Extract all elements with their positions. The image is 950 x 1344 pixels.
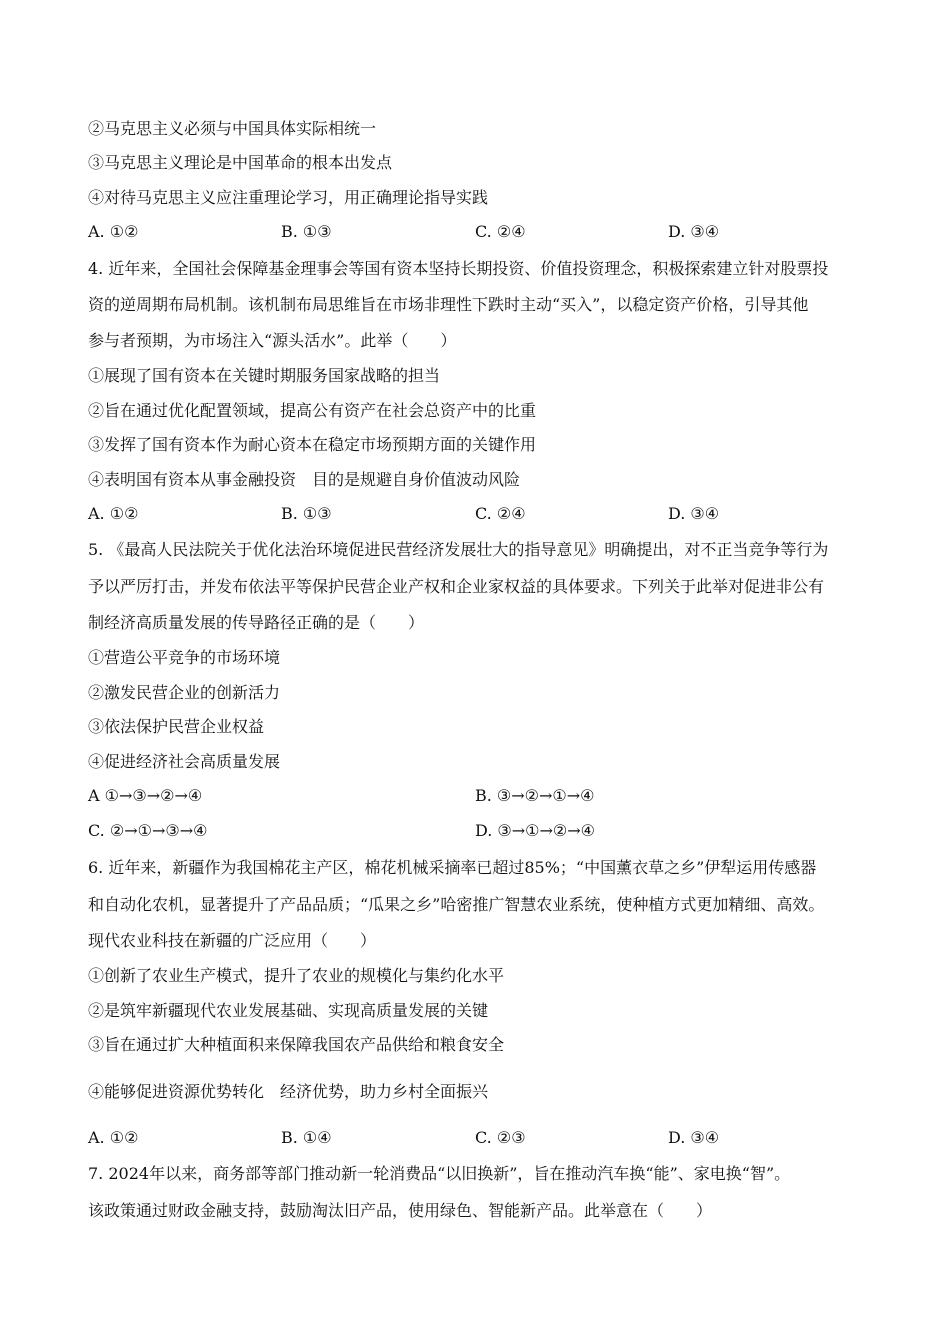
q4-stem-line-2: 资的逆周期布局机制。该机制布局思维旨在市场非理性下跌时主动“买入”，以稳定资产价格，引导其他 <box>88 295 809 314</box>
q5-item-2: ②激发民营企业的创新活力 <box>88 683 281 702</box>
q7-stem-line-2: 该政策通过财政金融支持，鼓励淘汰旧产品，使用绿色、智能新产品。此举意在（ ） <box>88 1201 713 1220</box>
q4-stem-line-1: 4. 近年来，全国社会保障基金理事会等国有资本坚持长期投资、价值投资理念，积极探索建立针对股票投 <box>88 259 829 278</box>
q5-item-3: ③依法保护民营企业权益 <box>88 717 265 736</box>
q6-option-c: C. ②③ <box>475 1128 526 1147</box>
q3-option-b: B. ①③ <box>281 222 332 241</box>
q6-option-b: B. ①④ <box>281 1128 332 1147</box>
q3-item-3: ③马克思主义理论是中国革命的根本出发点 <box>88 153 393 172</box>
q6-option-a: A. ①② <box>88 1128 139 1147</box>
q4-option-d: D. ③④ <box>668 504 720 523</box>
q5-item-1: ①营造公平竞争的市场环境 <box>88 648 281 667</box>
q6-stem-line-3: 现代农业科技在新疆的广泛应用（ ） <box>88 931 377 950</box>
q6-option-d: D. ③④ <box>668 1128 720 1147</box>
q3-item-4: ④对待马克思主义应注重理论学习，用正确理论指导实践 <box>88 188 489 207</box>
q3-item-2: ②马克思主义必须与中国具体实际相统一 <box>88 119 377 138</box>
q6-stem-line-1: 6. 近年来，新疆作为我国棉花主产区，棉花机械采摘率已超过85%；“中国薰衣草之乡”伊犁运用传感器 <box>88 858 817 877</box>
q4-option-c: C. ②④ <box>475 504 526 523</box>
q4-item-1: ①展现了国有资本在关键时期服务国家战略的担当 <box>88 366 441 385</box>
q6-stem-line-2: 和自动化农机，显著提升了产品品质；“瓜果之乡”哈密推广智慧农业系统，使种植方式更加精细、高效。 <box>88 895 825 914</box>
q5-stem-line-2: 予以严厉打击，并发布依法平等保护民营企业产权和企业家权益的具体要求。下列关于此举对促进非公有 <box>88 577 825 596</box>
q6-item-1: ①创新了农业生产模式，提升了农业的规模化与集约化水平 <box>88 966 505 985</box>
q5-item-4: ④促进经济社会高质量发展 <box>88 752 281 771</box>
q7-stem-line-1: 7. 2024年以来，商务部等部门推动新一轮消费品“以旧换新”，旨在推动汽车换“能”、家电换“智”。 <box>88 1164 791 1183</box>
q4-option-a: A. ①② <box>88 504 139 523</box>
q6-item-4: ④能够促进资源优势转化 经济优势，助力乡村全面振兴 <box>88 1082 489 1101</box>
q4-stem-line-3: 参与者预期，为市场注入“源头活水”。此举（ ） <box>88 331 457 350</box>
q5-option-b: B. ③→②→①→④ <box>475 786 595 805</box>
q4-option-b: B. ①③ <box>281 504 332 523</box>
q4-item-3: ③发挥了国有资本作为耐心资本在稳定市场预期方面的关键作用 <box>88 435 537 454</box>
q3-option-d: D. ③④ <box>668 222 720 241</box>
q5-stem-line-3: 制经济高质量发展的传导路径正确的是（ ） <box>88 613 425 632</box>
q6-item-3: ③旨在通过扩大种植面积来保障我国农产品供给和粮食安全 <box>88 1035 505 1054</box>
q5-stem-line-1: 5. 《最高人民法院关于优化法治环境促进民营经济发展壮大的指导意见》明确提出，对不正当竞争等行为 <box>88 540 829 559</box>
q5-option-c: C. ②→①→③→④ <box>88 821 208 840</box>
q5-option-a: A ①→③→②→④ <box>88 786 203 805</box>
q4-item-2: ②旨在通过优化配置领域，提高公有资产在社会总资产中的比重 <box>88 401 537 420</box>
q3-option-c: C. ②④ <box>475 222 526 241</box>
q6-item-2: ②是筑牢新疆现代农业发展基础、实现高质量发展的关键 <box>88 1001 489 1020</box>
q3-option-a: A. ①② <box>88 222 139 241</box>
q4-item-4: ④表明国有资本从事金融投资 目的是规避自身价值波动风险 <box>88 470 521 489</box>
q5-option-d: D. ③→①→②→④ <box>475 821 596 840</box>
